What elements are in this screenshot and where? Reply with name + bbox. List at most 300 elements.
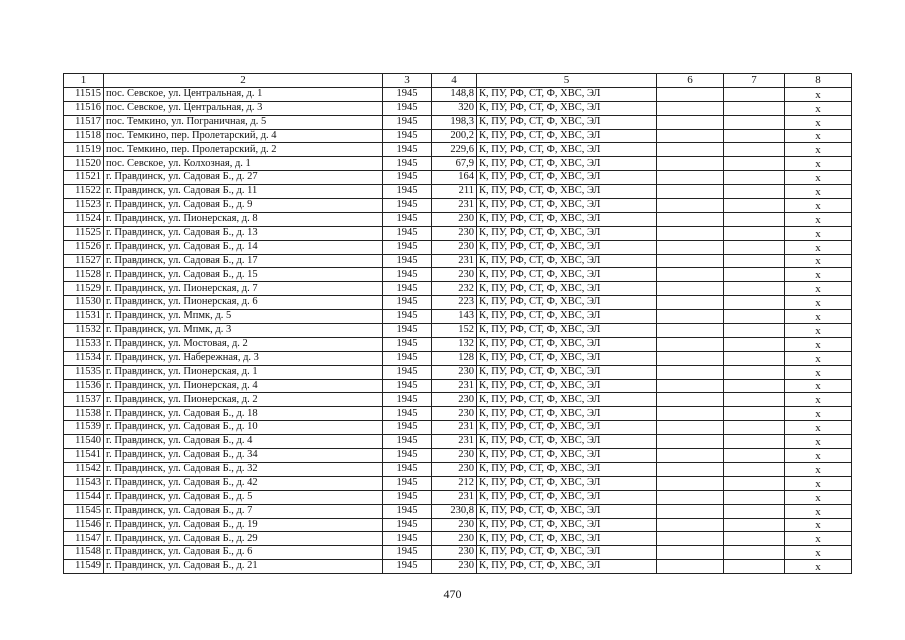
col7-cell [724,171,785,185]
table-row [64,157,852,171]
equipment-cell: К, ПУ, РФ, СТ, Ф, ХВС, ЭЛ [477,282,657,296]
year-cell: 1945 [383,115,432,129]
row-number: 11543 [64,476,104,490]
address-cell: г. Правдинск, ул. Садовая Б., д. 19 [104,518,383,532]
col8-cell: х [785,365,852,379]
row-number: 11540 [64,435,104,449]
area-cell: 67,9 [432,157,477,171]
year-cell: 1945 [383,310,432,324]
equipment-cell: К, ПУ, РФ, СТ, Ф, ХВС, ЭЛ [477,296,657,310]
col6-cell [657,435,724,449]
row-number: 11517 [64,115,104,129]
year-cell: 1945 [383,393,432,407]
equipment-cell: К, ПУ, РФ, СТ, Ф, ХВС, ЭЛ [477,379,657,393]
area-cell: 230 [432,393,477,407]
area-cell: 230 [432,365,477,379]
table-row [64,282,852,296]
equipment-cell: К, ПУ, РФ, СТ, Ф, ХВС, ЭЛ [477,504,657,518]
col6-cell [657,518,724,532]
area-cell: 230 [432,212,477,226]
area-cell: 231 [432,379,477,393]
address-cell: г. Правдинск, ул. Мпмк, д. 5 [104,310,383,324]
col8-cell: х [785,185,852,199]
col8-cell: х [785,226,852,240]
address-cell: пос. Темкино, пер. Пролетарский, д. 2 [104,143,383,157]
col7-cell [724,518,785,532]
address-cell: г. Правдинск, ул. Садовая Б., д. 4 [104,435,383,449]
table-row [64,171,852,185]
equipment-cell: К, ПУ, РФ, СТ, Ф, ХВС, ЭЛ [477,115,657,129]
col8-cell: х [785,546,852,560]
col8-cell: х [785,490,852,504]
table-row [64,254,852,268]
year-cell: 1945 [383,87,432,101]
year-cell: 1945 [383,449,432,463]
row-number: 11520 [64,157,104,171]
address-cell: г. Правдинск, ул. Садовая Б., д. 15 [104,268,383,282]
table-row [64,101,852,115]
address-cell: г. Правдинск, ул. Мостовая, д. 2 [104,337,383,351]
equipment-cell: К, ПУ, РФ, СТ, Ф, ХВС, ЭЛ [477,171,657,185]
address-cell: г. Правдинск, ул. Набережная, д. 3 [104,351,383,365]
col6-cell [657,365,724,379]
area-cell: 230 [432,518,477,532]
equipment-cell: К, ПУ, РФ, СТ, Ф, ХВС, ЭЛ [477,476,657,490]
equipment-cell: К, ПУ, РФ, СТ, Ф, ХВС, ЭЛ [477,240,657,254]
col6-cell [657,240,724,254]
equipment-cell: К, ПУ, РФ, СТ, Ф, ХВС, ЭЛ [477,518,657,532]
area-cell: 230 [432,407,477,421]
area-cell: 232 [432,282,477,296]
equipment-cell: К, ПУ, РФ, СТ, Ф, ХВС, ЭЛ [477,546,657,560]
equipment-cell: К, ПУ, РФ, СТ, Ф, ХВС, ЭЛ [477,226,657,240]
table-row [64,393,852,407]
table-row [64,421,852,435]
area-cell: 230 [432,449,477,463]
col7-cell [724,504,785,518]
row-number: 11519 [64,143,104,157]
area-cell: 230 [432,560,477,574]
row-number: 11523 [64,199,104,213]
equipment-cell: К, ПУ, РФ, СТ, Ф, ХВС, ЭЛ [477,212,657,226]
col8-cell: х [785,476,852,490]
table-row [64,143,852,157]
year-cell: 1945 [383,324,432,338]
equipment-cell: К, ПУ, РФ, СТ, Ф, ХВС, ЭЛ [477,532,657,546]
year-cell: 1945 [383,282,432,296]
equipment-cell: К, ПУ, РФ, СТ, Ф, ХВС, ЭЛ [477,462,657,476]
col-header-7: 7 [724,74,785,88]
table-row [64,546,852,560]
year-cell: 1945 [383,518,432,532]
address-cell: г. Правдинск, ул. Пионерская, д. 4 [104,379,383,393]
col6-cell [657,449,724,463]
col8-cell: х [785,101,852,115]
year-cell: 1945 [383,254,432,268]
table-row [64,240,852,254]
area-cell: 148,8 [432,87,477,101]
col7-cell [724,240,785,254]
col-header-2: 2 [104,74,383,88]
area-cell: 231 [432,435,477,449]
equipment-cell: К, ПУ, РФ, СТ, Ф, ХВС, ЭЛ [477,143,657,157]
col8-cell: х [785,296,852,310]
col7-cell [724,310,785,324]
year-cell: 1945 [383,268,432,282]
row-number: 11535 [64,365,104,379]
col7-cell [724,226,785,240]
area-cell: 128 [432,351,477,365]
year-cell: 1945 [383,435,432,449]
row-number: 11521 [64,171,104,185]
col6-cell [657,476,724,490]
table-row [64,435,852,449]
col7-cell [724,490,785,504]
row-number: 11542 [64,462,104,476]
col7-cell [724,449,785,463]
table-row [64,296,852,310]
area-cell: 320 [432,101,477,115]
table-row [64,560,852,574]
col7-cell [724,199,785,213]
year-cell: 1945 [383,212,432,226]
equipment-cell: К, ПУ, РФ, СТ, Ф, ХВС, ЭЛ [477,337,657,351]
year-cell: 1945 [383,379,432,393]
col7-cell [724,254,785,268]
address-cell: г. Правдинск, ул. Пионерская, д. 6 [104,296,383,310]
col-header-8: 8 [785,74,852,88]
address-cell: пос. Темкино, ул. Пограничная, д. 5 [104,115,383,129]
page-number: 470 [443,587,462,601]
col6-cell [657,407,724,421]
year-cell: 1945 [383,129,432,143]
address-cell: г. Правдинск, ул. Пионерская, д. 1 [104,365,383,379]
col6-cell [657,157,724,171]
row-number: 11546 [64,518,104,532]
col6-cell [657,212,724,226]
address-cell: г. Правдинск, ул. Садовая Б., д. 42 [104,476,383,490]
year-cell: 1945 [383,337,432,351]
col6-cell [657,254,724,268]
col6-cell [657,546,724,560]
col8-cell: х [785,143,852,157]
address-cell: г. Правдинск, ул. Садовая Б., д. 32 [104,462,383,476]
col8-cell: х [785,351,852,365]
area-cell: 231 [432,490,477,504]
year-cell: 1945 [383,476,432,490]
table-row [64,199,852,213]
col6-cell [657,115,724,129]
col8-cell: х [785,393,852,407]
table-row [64,268,852,282]
col7-cell [724,421,785,435]
col6-cell [657,282,724,296]
col7-cell [724,407,785,421]
area-cell: 152 [432,324,477,338]
table-row [64,490,852,504]
year-cell: 1945 [383,199,432,213]
address-cell: г. Правдинск, ул. Садовая Б., д. 17 [104,254,383,268]
year-cell: 1945 [383,185,432,199]
address-cell: г. Правдинск, ул. Пионерская, д. 7 [104,282,383,296]
row-number: 11537 [64,393,104,407]
table-row [64,226,852,240]
row-number: 11549 [64,560,104,574]
equipment-cell: К, ПУ, РФ, СТ, Ф, ХВС, ЭЛ [477,365,657,379]
table-row [64,310,852,324]
col8-cell: х [785,518,852,532]
equipment-cell: К, ПУ, РФ, СТ, Ф, ХВС, ЭЛ [477,199,657,213]
row-number: 11544 [64,490,104,504]
equipment-cell: К, ПУ, РФ, СТ, Ф, ХВС, ЭЛ [477,129,657,143]
col8-cell: х [785,504,852,518]
table-row [64,504,852,518]
row-number: 11529 [64,282,104,296]
col7-cell [724,560,785,574]
address-cell: пос. Севское, ул. Центральная, д. 1 [104,87,383,101]
equipment-cell: К, ПУ, РФ, СТ, Ф, ХВС, ЭЛ [477,560,657,574]
year-cell: 1945 [383,143,432,157]
col7-cell [724,143,785,157]
col8-cell: х [785,171,852,185]
col6-cell [657,393,724,407]
col6-cell [657,226,724,240]
col6-cell [657,129,724,143]
row-number: 11515 [64,87,104,101]
year-cell: 1945 [383,101,432,115]
row-number: 11545 [64,504,104,518]
col6-cell [657,268,724,282]
col6-cell [657,185,724,199]
row-number: 11533 [64,337,104,351]
col6-cell [657,87,724,101]
col8-cell: х [785,435,852,449]
col7-cell [724,476,785,490]
row-number: 11516 [64,101,104,115]
col8-cell: х [785,115,852,129]
area-cell: 230 [432,546,477,560]
col6-cell [657,296,724,310]
table-row [64,337,852,351]
area-cell: 229,6 [432,143,477,157]
col7-cell [724,157,785,171]
col8-cell: х [785,87,852,101]
area-cell: 198,3 [432,115,477,129]
address-cell: г. Правдинск, ул. Садовая Б., д. 7 [104,504,383,518]
equipment-cell: К, ПУ, РФ, СТ, Ф, ХВС, ЭЛ [477,185,657,199]
area-cell: 211 [432,185,477,199]
col7-cell [724,115,785,129]
equipment-cell: К, ПУ, РФ, СТ, Ф, ХВС, ЭЛ [477,449,657,463]
row-number: 11522 [64,185,104,199]
year-cell: 1945 [383,546,432,560]
row-number: 11534 [64,351,104,365]
area-cell: 230 [432,226,477,240]
equipment-cell: К, ПУ, РФ, СТ, Ф, ХВС, ЭЛ [477,407,657,421]
col8-cell: х [785,212,852,226]
col7-cell [724,129,785,143]
col7-cell [724,546,785,560]
col7-cell [724,337,785,351]
col7-cell [724,324,785,338]
table-row [64,87,852,101]
col6-cell [657,351,724,365]
address-cell: г. Правдинск, ул. Садовая Б., д. 9 [104,199,383,213]
year-cell: 1945 [383,421,432,435]
address-cell: г. Правдинск, ул. Садовая Б., д. 14 [104,240,383,254]
row-number: 11524 [64,212,104,226]
col8-cell: х [785,282,852,296]
row-number: 11532 [64,324,104,338]
year-cell: 1945 [383,490,432,504]
row-number: 11548 [64,546,104,560]
col6-cell [657,310,724,324]
area-cell: 230 [432,462,477,476]
equipment-cell: К, ПУ, РФ, СТ, Ф, ХВС, ЭЛ [477,101,657,115]
row-number: 11538 [64,407,104,421]
col7-cell [724,435,785,449]
year-cell: 1945 [383,462,432,476]
area-cell: 230 [432,532,477,546]
table-row [64,212,852,226]
col6-cell [657,101,724,115]
col-header-4: 4 [432,74,477,88]
table-row [64,115,852,129]
year-cell: 1945 [383,351,432,365]
header-row [64,74,852,88]
table-row [64,518,852,532]
col8-cell: х [785,379,852,393]
table-row [64,407,852,421]
row-number: 11531 [64,310,104,324]
col7-cell [724,268,785,282]
equipment-cell: К, ПУ, РФ, СТ, Ф, ХВС, ЭЛ [477,87,657,101]
col6-cell [657,504,724,518]
col-header-6: 6 [657,74,724,88]
col8-cell: х [785,268,852,282]
row-number: 11526 [64,240,104,254]
equipment-cell: К, ПУ, РФ, СТ, Ф, ХВС, ЭЛ [477,157,657,171]
year-cell: 1945 [383,296,432,310]
address-cell: г. Правдинск, ул. Пионерская, д. 2 [104,393,383,407]
equipment-cell: К, ПУ, РФ, СТ, Ф, ХВС, ЭЛ [477,254,657,268]
col6-cell [657,143,724,157]
row-number: 11527 [64,254,104,268]
col8-cell: х [785,560,852,574]
area-cell: 212 [432,476,477,490]
col8-cell: х [785,462,852,476]
area-cell: 164 [432,171,477,185]
equipment-cell: К, ПУ, РФ, СТ, Ф, ХВС, ЭЛ [477,490,657,504]
col8-cell: х [785,324,852,338]
address-cell: пос. Севское, ул. Центральная, д. 3 [104,101,383,115]
row-number: 11536 [64,379,104,393]
address-cell: пос. Темкино, пер. Пролетарский, д. 4 [104,129,383,143]
table-row [64,379,852,393]
col8-cell: х [785,407,852,421]
row-number: 11541 [64,449,104,463]
year-cell: 1945 [383,504,432,518]
col-header-1: 1 [64,74,104,88]
address-cell: г. Правдинск, ул. Садовая Б., д. 34 [104,449,383,463]
address-cell: г. Правдинск, ул. Садовая Б., д. 27 [104,171,383,185]
address-cell: г. Правдинск, ул. Садовая Б., д. 13 [104,226,383,240]
col7-cell [724,379,785,393]
col6-cell [657,490,724,504]
row-number: 11528 [64,268,104,282]
table-row [64,476,852,490]
col8-cell: х [785,157,852,171]
table-row [64,449,852,463]
address-cell: г. Правдинск, ул. Садовая Б., д. 6 [104,546,383,560]
row-number: 11525 [64,226,104,240]
col8-cell: х [785,449,852,463]
equipment-cell: К, ПУ, РФ, СТ, Ф, ХВС, ЭЛ [477,393,657,407]
row-number: 11539 [64,421,104,435]
col8-cell: х [785,240,852,254]
col6-cell [657,421,724,435]
col6-cell [657,171,724,185]
table-row [64,532,852,546]
col6-cell [657,324,724,338]
col7-cell [724,532,785,546]
area-cell: 200,2 [432,129,477,143]
address-cell: г. Правдинск, ул. Мпмк, д. 3 [104,324,383,338]
col6-cell [657,379,724,393]
col6-cell [657,462,724,476]
col7-cell [724,462,785,476]
table-row [64,324,852,338]
address-cell: г. Правдинск, ул. Садовая Б., д. 5 [104,490,383,504]
col7-cell [724,365,785,379]
table-row [64,365,852,379]
col7-cell [724,212,785,226]
col6-cell [657,199,724,213]
table-row [64,129,852,143]
col6-cell [657,337,724,351]
col8-cell: х [785,337,852,351]
col6-cell [657,560,724,574]
year-cell: 1945 [383,240,432,254]
table-row [64,462,852,476]
year-cell: 1945 [383,532,432,546]
address-cell: г. Правдинск, ул. Садовая Б., д. 21 [104,560,383,574]
register-table [63,73,852,574]
area-cell: 230 [432,268,477,282]
year-cell: 1945 [383,157,432,171]
equipment-cell: К, ПУ, РФ, СТ, Ф, ХВС, ЭЛ [477,324,657,338]
equipment-cell: К, ПУ, РФ, СТ, Ф, ХВС, ЭЛ [477,268,657,282]
col-header-3: 3 [383,74,432,88]
row-number: 11518 [64,129,104,143]
year-cell: 1945 [383,365,432,379]
area-cell: 230 [432,240,477,254]
equipment-cell: К, ПУ, РФ, СТ, Ф, ХВС, ЭЛ [477,310,657,324]
equipment-cell: К, ПУ, РФ, СТ, Ф, ХВС, ЭЛ [477,435,657,449]
table-row [64,351,852,365]
col7-cell [724,296,785,310]
year-cell: 1945 [383,226,432,240]
year-cell: 1945 [383,171,432,185]
col7-cell [724,101,785,115]
address-cell: г. Правдинск, ул. Садовая Б., д. 11 [104,185,383,199]
col8-cell: х [785,310,852,324]
col-header-5: 5 [477,74,657,88]
area-cell: 132 [432,337,477,351]
address-cell: пос. Севское, ул. Колхозная, д. 1 [104,157,383,171]
address-cell: г. Правдинск, ул. Садовая Б., д. 10 [104,421,383,435]
row-number: 11547 [64,532,104,546]
